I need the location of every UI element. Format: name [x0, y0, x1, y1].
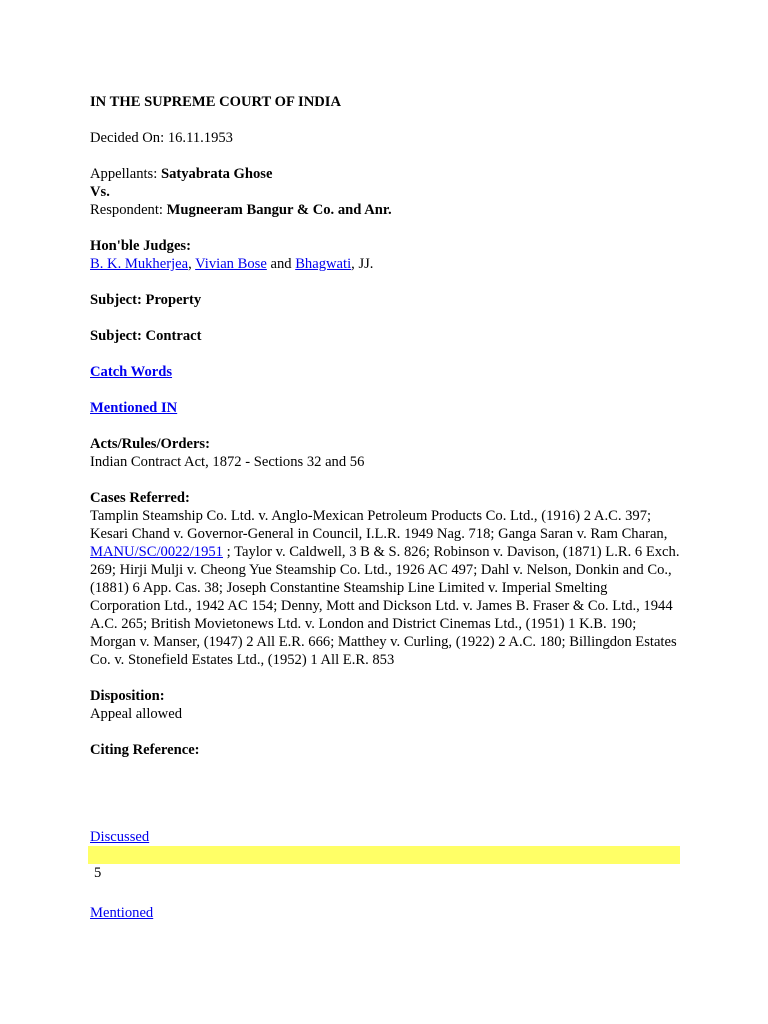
appellants-value: Satyabrata Ghose: [160, 166, 273, 182]
judge-link-mukherjea[interactable]: B. K. Mukherjea: [90, 256, 189, 272]
versus: Vs.: [90, 184, 110, 200]
catch-words: [90, 363, 690, 381]
citing-highlight-bar: [88, 846, 680, 864]
cases-text-after: ; Taylor v. Caldwell, 3 B & S. 826; Robinson v. Davison, (1871) L.R. 6 Exch. 269; Hirji Mulji v. Cheong Yue Steamship Co. Ltd., 1926 AC 497; Dahl v. Nelson, Donkin and Co., (1881) 6 App. Cas. 38; Joseph Constantine Steamship Line Limited v. Imperial Smelting Corporation Ltd., 1942 AC 154; Denny, Mott and Dickson Ltd. v. James B. Fraser & Co. Ltd., 1944 A.C. 265; British Movietonews Ltd. v. London and District Cinemas Ltd., (1951) 1 K.B. 190; Morgan v. Manser, (1947) 2 All E.R. 666; Matthey v. Curling, (1922) 2 A.C. 180; Billingdon Estates Co. v. Stonefield Estates Ltd., (1952) 1 All E.R. 853: [90, 544, 680, 668]
disposition-value: Appeal allowed: [90, 706, 182, 722]
decided-label: Decided On:: [90, 130, 165, 146]
cases-text-before: Tamplin Steamship Co. Ltd. v. Anglo-Mexican Petroleum Products Co. Ltd., (1916) 2 A.C. 397; Kesari Chand v. Governor-General in Council, I.L.R. 1949 Nag. 718; Ganga Saran v. Ram Charan,: [90, 508, 668, 542]
cases-text: [90, 507, 680, 669]
parties: [90, 165, 690, 219]
judges-label: Hon'ble Judges:: [90, 238, 191, 254]
subject-contract: Subject: Contract: [90, 328, 202, 344]
appellants-line: [90, 165, 690, 183]
judge-link-bose[interactable]: Vivian Bose: [195, 256, 267, 272]
disposition-label: Disposition:: [90, 688, 165, 704]
judges-sep-1: ,: [188, 256, 196, 272]
catch-words-link[interactable]: Catch Words: [90, 364, 173, 380]
judges-suffix: , JJ.: [351, 256, 374, 272]
discussed-count: 5: [94, 865, 102, 881]
citing-reference-label: Citing Reference:: [90, 742, 200, 758]
judges: [90, 237, 690, 273]
mentioned-link[interactable]: Mentioned: [90, 905, 154, 921]
acts-rules-orders: [90, 435, 690, 471]
appellants-label: Appellants:: [90, 166, 158, 182]
acts-label: Acts/Rules/Orders:: [90, 436, 210, 452]
mentioned-in: [90, 399, 690, 417]
cases-referred: [90, 489, 690, 669]
respondent-line: [90, 201, 690, 219]
discussed-link[interactable]: Discussed: [90, 829, 150, 845]
document-body: [90, 93, 690, 759]
subject-property: Subject: Property: [90, 292, 202, 308]
court-title: IN THE SUPREME COURT OF INDIA: [90, 94, 341, 110]
respondent-label: Respondent:: [90, 202, 163, 218]
mentioned-in-link[interactable]: Mentioned IN: [90, 400, 178, 416]
judge-link-bhagwati[interactable]: Bhagwati: [295, 256, 352, 272]
judges-sep-2: and: [266, 256, 296, 272]
manu-citation-link[interactable]: MANU/SC/0022/1951: [90, 544, 223, 560]
cases-label: Cases Referred:: [90, 490, 190, 506]
disposition: [90, 687, 690, 723]
acts-value: Indian Contract Act, 1872 - Sections 32 and 56: [90, 454, 365, 470]
respondent-value: Mugneeram Bangur & Co. and Anr.: [166, 202, 392, 218]
decided-on: [90, 129, 690, 147]
judges-line: [90, 255, 690, 273]
decided-value: 16.11.1953: [167, 130, 233, 146]
